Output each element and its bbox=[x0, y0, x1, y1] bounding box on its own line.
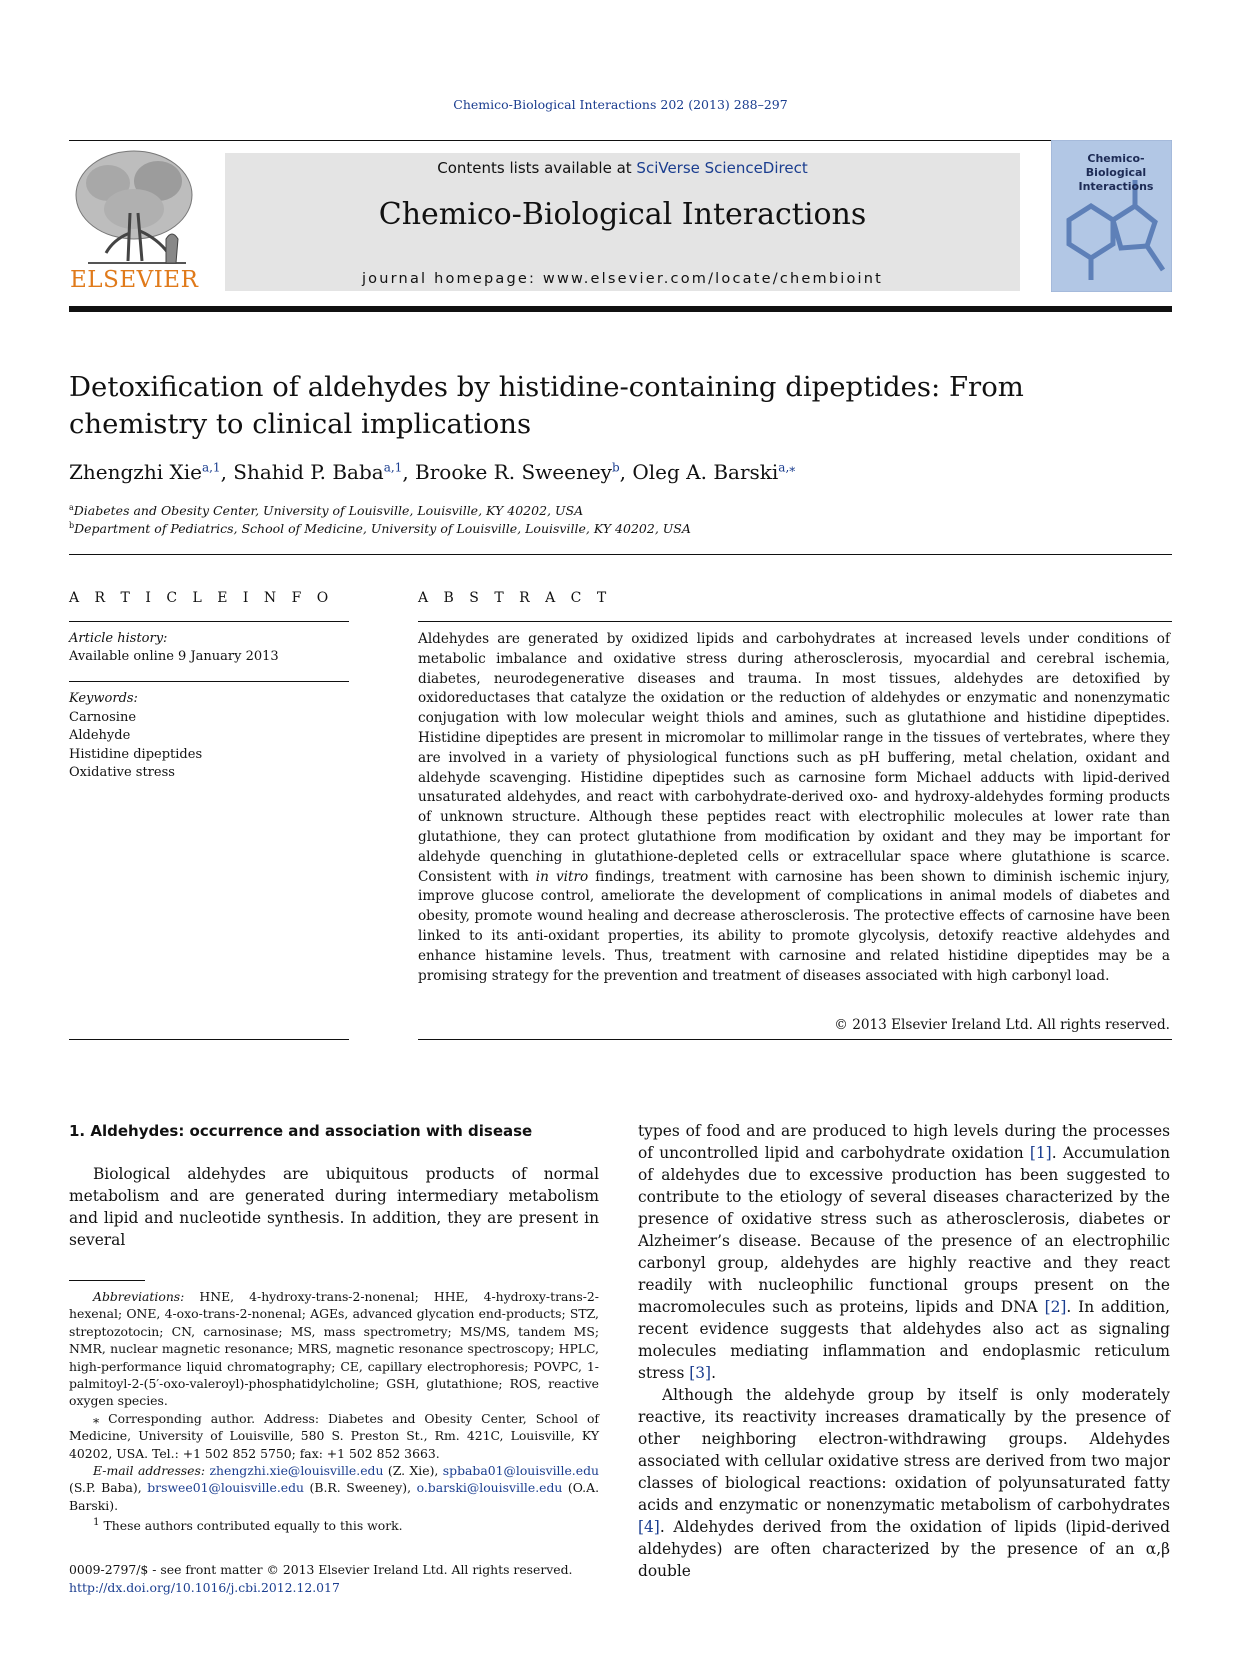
reference-link[interactable]: [3] bbox=[689, 1364, 712, 1382]
email-owner: (O.A. Barski). bbox=[69, 1480, 600, 1513]
cover-title-line1: Chemico-Biological bbox=[1085, 152, 1147, 179]
abstract-text bbox=[418, 630, 1170, 986]
header-thick-rule bbox=[69, 306, 1172, 312]
title-rule bbox=[69, 554, 1172, 555]
email-link[interactable]: spbaba01@louisville.edu bbox=[442, 1463, 599, 1479]
affiliation-b bbox=[69, 521, 691, 536]
text-run: . bbox=[711, 1364, 716, 1382]
history-label: Article history: bbox=[69, 631, 168, 646]
email-link[interactable]: brswee01@louisville.edu bbox=[147, 1480, 305, 1496]
elsevier-logo[interactable] bbox=[68, 143, 208, 295]
issn-line: 0009-2797/$ - see front matter © 2013 Elsevier Ireland Ltd. All rights reserved. bbox=[69, 1562, 573, 1577]
contents-line bbox=[225, 159, 1020, 177]
article-info-heading: A R T I C L E I N F O bbox=[69, 590, 334, 606]
affil-text: Diabetes and Obesity Center, University of Louisville, Louisville, KY 40202, USA bbox=[73, 503, 584, 519]
cover-title-line2: Interactions bbox=[1078, 180, 1154, 193]
email-link[interactable]: o.barski@louisville.edu bbox=[416, 1480, 563, 1496]
keyword-list bbox=[69, 709, 202, 782]
reference-link[interactable]: [2] bbox=[1044, 1298, 1067, 1316]
reference-link[interactable]: [4] bbox=[638, 1518, 660, 1536]
body-column-left bbox=[69, 1163, 599, 1251]
body-column-right bbox=[638, 1120, 1170, 1582]
email-owner: (S.P. Baba), bbox=[69, 1480, 148, 1496]
journal-cover[interactable] bbox=[1051, 140, 1172, 292]
journal-name: Chemico-Biological Interactions bbox=[378, 197, 867, 232]
author-affil-mark[interactable]: a,1 bbox=[201, 460, 221, 475]
text-run: . Accumulation of aldehydes due to excessive production has been suggested to contribute to the etiology of several diseases characterized by the presence of oxidative stress such as atherosclerosis, diabetes or Alzheimer’s disease. Because of the presence of an electrophilic carbonyl group, aldehydes are highly reactive and they react readily with nucleophilic functional groups present on the macromolecules such as proteins, lipids and DNA bbox=[638, 1144, 1170, 1316]
journal-homepage[interactable]: journal homepage: www.elsevier.com/locate/chembioint bbox=[361, 271, 884, 287]
body-paragraph bbox=[638, 1384, 1170, 1582]
email-owner: (Z. Xie), bbox=[383, 1463, 443, 1479]
text-run: types of food and are produced to high levels during the processes of uncontrolled lipid and carbohydrate oxidation bbox=[638, 1122, 1170, 1162]
footnote-rule bbox=[69, 1280, 145, 1281]
body-paragraph: Biological aldehydes are ubiquitous products of normal metabolism and are generated during intermediary metabolism and lipid and nucleotide synthesis. In addition, they are present in several bbox=[69, 1165, 599, 1249]
contents-prefix: Contents lists available at bbox=[437, 159, 637, 177]
footnote-mark: 1 bbox=[93, 1516, 100, 1529]
author-affil-mark[interactable]: a,⁎ bbox=[778, 460, 796, 475]
equal-contribution-footnote bbox=[69, 1514, 599, 1535]
author-affil-mark[interactable]: a,1 bbox=[383, 460, 403, 475]
author-name[interactable]: Zhengzhi Xie bbox=[69, 460, 202, 484]
affil-mark: a bbox=[69, 503, 74, 512]
article-info-rule bbox=[69, 621, 349, 622]
keyword: Aldehyde bbox=[69, 728, 131, 744]
keywords-rule bbox=[69, 681, 349, 682]
abbrev-text: HNE, 4-hydroxy-trans-2-nonenal; HHE, 4-hydroxy-trans-2-hexenal; ONE, 4-oxo-trans-2-nonenal; AGEs, advanced glycation end-products; STZ, streptozotocin; CN, carnosinase; MS, mass spectrometry; MS/MS, tandem MS; NMR, nuclear magnetic resonance; MRS, magnetic resonance spectroscopy; HPLC, high-performance liquid chromatography; CE, capillary electrophoresis; POVPC, 1-palmitoyl-2-(5′-oxo-valeroyl)-phosphatidylcholine; GSH, glutathione; ROS, reactive oxygen species. bbox=[69, 1289, 599, 1409]
journal-header-box bbox=[225, 153, 1020, 291]
article-info-bottom-rule bbox=[69, 1039, 349, 1040]
abstract-part: Aldehydes are generated by oxidized lipids and carbohydrates at increased levels under conditions of metabolic imbalance and oxidative stress during atherosclerosis, myocardial and cerebral ischemia, diabetes, neurodegenerative diseases and trauma. In most tissues, aldehydes are detoxified by oxidoreductases that catalyze the oxidation or the reduction of aldehydes or enzymatic and nonenzymatic conjugation with low molecular weight thiols and amines, such as glutathione and histidine dipeptides. Histidine dipeptides are present in micromolar to millimolar range in the tissues of vertebrates, where they are involved in a variety of physiological functions such as pH buffering, metal chelation, oxidant and aldehyde scavenging. Histidine dipeptides such as carnosine form Michael adducts with lipid-derived unsaturated aldehydes, and react with carbohydrate-derived oxo- and hydroxy-aldehydes forming products of unknown structure. Although these peptides react with electrophilic molecules at lower rate than glutathione, they can protect glutathione from modification by oxidant and they may be important for aldehyde quenching in glutathione-depleted cells or extracellular space where glutathione is scarce. Consistent with bbox=[418, 631, 1170, 885]
abstract-part: findings, treatment with carnosine has been shown to diminish ischemic injury, improve glucose control, ameliorate the development of complications in animal models of diabetes and obesity, promote wound healing and decrease atherosclerosis. The protective effects of carnosine have been linked to its anti-oxidant properties, its ability to promote glycolysis, detoxify reactive aldehydes and enhance histamine levels. Thus, treatment with carnosine and related histidine dipeptides may be a promising strategy for the prevention and treatment of diseases associated with high carbonyl load. bbox=[418, 868, 1170, 984]
author-affil-mark[interactable]: b bbox=[611, 460, 620, 475]
affiliation-a bbox=[69, 503, 583, 518]
footnote-text: These authors contributed equally to this work. bbox=[103, 1518, 403, 1534]
reference-link[interactable]: [1] bbox=[1029, 1144, 1052, 1162]
author-name[interactable]: Oleg A. Barski bbox=[632, 460, 779, 484]
keyword: Carnosine bbox=[69, 710, 137, 725]
text-run: . Aldehydes derived from the oxidation of lipids (lipid-derived aldehydes) are often characterized by the presence of an α,β double bbox=[638, 1518, 1170, 1580]
journal-citation[interactable]: Chemico-Biological Interactions 202 (2013) 288–297 bbox=[453, 97, 788, 112]
text-run: Although the aldehyde group by itself is only moderately reactive, its reactivity increases dramatically by the presence of other neighboring electron-withdrawing groups. Aldehydes associated with cellular oxidative stress are derived from two major classes of biological reactions: oxidation of polyunsaturated fatty acids and enzymatic or nonenzymatic metabolism of carbohydrates bbox=[638, 1386, 1170, 1514]
abstract-italic: in vitro bbox=[535, 868, 589, 885]
email-owner: (B.R. Sweeney), bbox=[304, 1480, 417, 1496]
doi-link[interactable]: http://dx.doi.org/10.1016/j.cbi.2012.12.017 bbox=[69, 1580, 340, 1595]
article-title: Detoxification of aldehydes by histidine-containing dipeptides: From chemistry to clinical implications bbox=[69, 371, 1024, 440]
abstract-copyright: © 2013 Elsevier Ireland Ltd. All rights reserved. bbox=[834, 1017, 1170, 1033]
sciencedirect-link[interactable]: SciVerse ScienceDirect bbox=[636, 159, 808, 177]
affil-text: Department of Pediatrics, School of Medicine, University of Louisville, Louisville, KY 40202, USA bbox=[74, 521, 691, 537]
author-name[interactable]: Brooke R. Sweeney bbox=[415, 460, 612, 484]
abbreviations-footnote bbox=[69, 1288, 599, 1410]
body-paragraph bbox=[638, 1120, 1170, 1384]
affil-mark: b bbox=[69, 521, 75, 530]
history-value: Available online 9 January 2013 bbox=[69, 649, 279, 664]
keywords-label: Keywords: bbox=[69, 691, 138, 706]
email-link[interactable]: zhengzhi.xie@louisville.edu bbox=[209, 1463, 384, 1479]
text-run: . In addition, recent evidence suggests that aldehydes also act as signaling molecules mediating inflammation and endoplasmic reticulum stress bbox=[638, 1298, 1170, 1382]
abbrev-label: Abbreviations: bbox=[93, 1289, 185, 1304]
elsevier-wordmark: ELSEVIER bbox=[70, 267, 199, 293]
author-list: Zhengzhi Xie$^{a,1}$, Shahid P. Baba$^{a,1}$, Brooke R. Sweeney$^b$, Oleg A. Barski$^{a,⁎}$ bbox=[69, 460, 796, 484]
header-top-rule bbox=[69, 140, 1172, 141]
corresponding-author-footnote: ⁎ Corresponding author. Address: Diabetes and Obesity Center, School of Medicine, University of Louisville, 580 S. Preston St., Rm. 421C, Louisville, KY 40202, USA. Tel.: +1 502 852 5750; fax: +1 502 852 3663. bbox=[69, 1410, 599, 1461]
footnotes bbox=[69, 1288, 599, 1535]
keyword: Histidine dipeptides bbox=[69, 746, 203, 762]
author-name[interactable]: Shahid P. Baba bbox=[233, 460, 384, 484]
section-1-heading: 1. Aldehydes: occurrence and association with disease bbox=[69, 1122, 533, 1140]
cover-title bbox=[1061, 152, 1171, 194]
keyword: Oxidative stress bbox=[69, 764, 175, 780]
abstract-bottom-rule bbox=[418, 1039, 1172, 1040]
email-label: E-mail addresses: bbox=[93, 1463, 206, 1479]
abstract-heading: A B S T R A C T bbox=[418, 590, 612, 606]
abstract-rule bbox=[418, 621, 1172, 622]
email-footnote bbox=[69, 1462, 599, 1514]
